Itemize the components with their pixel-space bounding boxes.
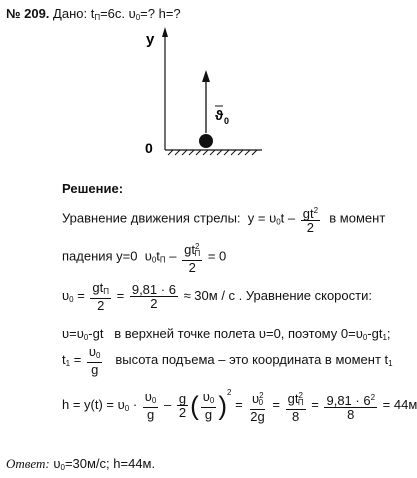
eq1-den: 2 (306, 220, 315, 235)
eq6-f3-num: υ (202, 389, 210, 405)
equation-v0 (62, 281, 372, 312)
eq3-result: ≈ 30м / с . Уравнение скорости: (183, 287, 372, 303)
eq6-fraction-6 (324, 391, 377, 421)
eq2-text: падения y=0 (62, 248, 138, 264)
left-paren: ( (190, 390, 199, 421)
eq3-num1-sub: П (103, 287, 109, 296)
eq6-fraction-3 (201, 390, 217, 421)
eq4-sub3: 1 (382, 333, 387, 342)
eq4-sub2: 0 (362, 333, 368, 342)
eq6-eq1: = (235, 397, 243, 412)
eq1-lhs: y = υ (247, 210, 277, 226)
equation-t1 (62, 345, 393, 376)
answer-rest: =30м/с; h=44м. (64, 456, 156, 471)
eq6-f1-num: υ (144, 389, 152, 405)
eq6-f3-den: g (204, 407, 213, 423)
eq6-f4-den: 2g (250, 408, 265, 424)
eq2-den: 2 (188, 260, 196, 275)
eq3-fraction-1 (90, 281, 111, 312)
equation-motion (62, 204, 385, 234)
eq6-fraction-5 (286, 389, 306, 423)
eq1-num: gt (302, 206, 314, 221)
eq5-eq: = (73, 351, 82, 367)
eq2-eq: = 0 (207, 248, 227, 264)
eq3-den2: 2 (150, 296, 158, 311)
eq6-f5-num-sub: П (297, 397, 304, 407)
eq6-f3-num-sub: 0 (209, 396, 215, 406)
eq6-result: = 44м (382, 397, 417, 412)
eq6-fraction-2 (177, 392, 188, 419)
eq5-text: высота подъема – это координата в момент t (115, 351, 389, 367)
eq3-fraction-2 (130, 283, 178, 310)
eq6-f5-num-sup: 2 (298, 390, 303, 400)
eq6-fraction-4 (248, 389, 266, 423)
eq6-eq3: = (311, 397, 319, 412)
eq3-eq: = (77, 287, 85, 303)
motion-diagram (0, 0, 404, 178)
eq6-f4-num: υ (252, 390, 260, 406)
eq2-num: gt (184, 242, 195, 257)
eq6-f6-num: 9,81 · 6 (326, 392, 371, 408)
eq3-eq2: = (116, 287, 125, 303)
ground-hatching (168, 150, 257, 155)
eq6-pow: 2 (226, 388, 232, 397)
eq6-f4-num-sup: 2 (259, 390, 264, 400)
origin-label: 0 (145, 140, 153, 156)
eq1-t: t – (280, 210, 296, 226)
eq6-f1-num-sub: 0 (151, 396, 157, 406)
eq6-eq2: = (272, 397, 280, 412)
eq4-start: υ=υ (62, 326, 84, 341)
eq2-minus: – (169, 248, 177, 264)
velocity-label: ϑ (215, 107, 224, 123)
eq5-sub: 1 (65, 358, 71, 368)
eq2-fraction (182, 240, 202, 274)
eq4-semi: ; (386, 326, 391, 341)
equation-landing (62, 240, 226, 274)
eq3-num2: 9,81 · 6 (131, 282, 176, 297)
unknowns-text: =? h=? (140, 6, 181, 21)
eq3-sub: 0 (69, 294, 74, 304)
y-axis-arrowhead (162, 27, 168, 37)
eq4-end: -gt (367, 326, 383, 341)
eq1-num-sup: 2 (313, 206, 319, 215)
eq5-num-sub: 0 (96, 351, 101, 360)
eq5-fraction (87, 345, 103, 376)
eq6-f5-num: gt (287, 390, 299, 406)
eq6-f4-num-sub: 0 (258, 397, 264, 407)
eq2-num-sup: 2 (195, 242, 200, 251)
eq3-lhs: υ (62, 287, 70, 303)
eq2-sub: 0 (151, 255, 157, 265)
eq6-f6-num-sup: 2 (370, 392, 376, 402)
eq6-dot: · (132, 397, 138, 412)
eq2-t: t (156, 248, 160, 264)
eq5-lhs: t (62, 351, 66, 367)
eq4-sub: 0 (83, 333, 89, 342)
ball (199, 134, 213, 148)
eq3-den1: 2 (97, 298, 105, 313)
eq5-num: υ (88, 344, 97, 359)
eq2-tsub: П (159, 255, 166, 265)
eq6-f5-den: 8 (292, 408, 300, 424)
eq2-num-sub: П (194, 249, 201, 258)
y-axis-label: y (146, 31, 155, 48)
equation-height (62, 388, 417, 423)
v-sub: 0 (135, 13, 141, 22)
eq6-fraction-1 (143, 390, 159, 421)
eq2-expr: υ (144, 248, 152, 264)
eq6-f6-den: 8 (347, 406, 355, 422)
eq5-tsub: 1 (388, 358, 393, 368)
equation-velocity (62, 326, 391, 342)
velocity-arrowhead (202, 70, 210, 82)
given-text: Дано: t (53, 6, 95, 21)
eq6-minus: – (163, 397, 172, 412)
eq6-f2-num: g (178, 391, 187, 407)
right-paren: ) (218, 390, 227, 421)
answer-line (6, 456, 155, 472)
eq1-sub: 0 (276, 217, 281, 227)
eq6-lhs: h = y(t) = υ (62, 397, 125, 412)
answer-label: Ответ: (6, 456, 50, 471)
eq6-f1-den: g (146, 407, 155, 423)
eq1-after: в момент (329, 210, 386, 226)
eq1-text: Уравнение движения стрелы: (62, 210, 241, 226)
eq5-den: g (91, 362, 99, 377)
eq6-f2-den: 2 (178, 405, 187, 421)
eq6-sub: 0 (124, 404, 130, 413)
answer-sub: 0 (60, 463, 65, 472)
velocity-label-sub: 0 (224, 116, 230, 126)
answer-text: υ (53, 456, 61, 471)
eq1-fraction (301, 204, 320, 234)
solution-title: Решение: (62, 181, 124, 196)
eq3-num1: gt (92, 280, 104, 295)
given-sub: П (94, 13, 101, 22)
eq4-rest: -gt в верхней точке полета υ=0, поэтому 0=υ (88, 326, 363, 341)
problem-number: № 209. (6, 6, 50, 21)
given-rest: =6с. υ (100, 6, 136, 21)
